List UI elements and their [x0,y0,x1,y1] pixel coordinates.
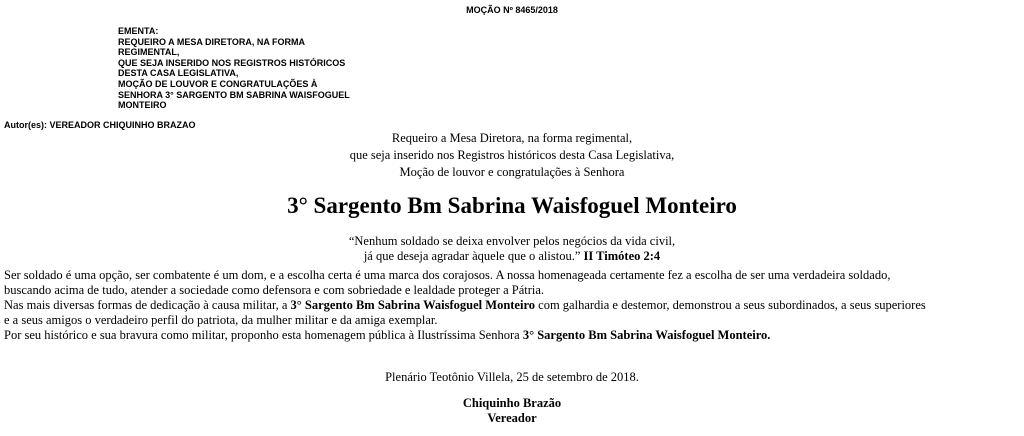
intro-line: Moção de louvor e congratulações à Senhora [399,165,625,179]
body-text-span: Nas mais diversas formas de dedicação à causa militar, a [4,298,288,313]
intro-line: que seja inserido nos Registros históricos desta Casa Legislativa, [349,148,675,162]
quote-text: já que deseja agradar àquele que o alistou.” [363,249,581,263]
honoree-mention: 3° Sargento Bm Sabrina Waisfoguel Monteiro [290,298,536,313]
body-text [4,268,1022,343]
intro-line: Requeiro a Mesa Diretora, na forma regimental, [391,131,633,145]
signer-name: Chiquinho Brazão [462,396,562,410]
intro-block [0,130,1024,181]
document-title: MOÇÃO Nº 8465/2018 [466,5,558,15]
ementa-line: MOÇÃO DE LOUVOR E CONGRATULAÇÕES À [118,78,318,89]
ementa-line: DESTA CASA LEGISLATIVA, [118,68,239,79]
body-line: Ser soldado é uma opção, ser combatente é um dom, e a escolha certa é uma marca dos corajosos. A nossa homenageada certamente fez a escolha de ser uma verdadeira soldado, [4,268,891,282]
body-text-span: com galhardia e destemor, demonstrou a seus subordinados, a seus superiores [538,298,926,313]
honoree-mention: 3° Sargento Bm Sabrina Waisfoguel Monteiro. [522,328,771,343]
signer-title: Vereador [487,411,537,425]
body-line [4,328,1022,343]
author-line: Autor(es): VEREADOR CHIQUINHO BRAZAO [4,120,196,130]
body-line: buscando acima de tudo, atender a sociedade como defensora e com sobriedade e lealdade proteger a Pátria. [4,283,545,298]
ementa-label: EMENTA: [118,26,159,36]
ementa-line: SENHORA 3° SARGENTO BM SABRINA WAISFOGUEL [118,89,350,100]
quote-block [0,234,1024,264]
ementa-line: MONTEIRO [118,100,167,111]
honoree-name: 3° Sargento Bm Sabrina Waisfoguel Monteiro [287,193,737,218]
quote-line [0,249,1024,264]
ementa-line: REGIMENTAL, [118,47,180,58]
signature-block [0,396,1024,426]
body-text-span: Por seu histórico e sua bravura como militar, proponho esta homenagem pública à Ilustríssima Senhora [4,328,520,343]
ementa-block [118,26,358,111]
body-line: e a seus amigos o verdadeiro perfil do patriota, da mulher militar e da amiga exemplar. [4,313,438,328]
quote-line: “Nenhum soldado se deixa envolver pelos negócios da vida civil, [348,234,676,248]
ementa-line: QUE SEJA INSERIDO NOS REGISTROS HISTÓRICOS [118,57,346,68]
quote-reference: II Timóteo 2:4 [583,249,661,263]
body-line [4,298,1022,313]
ementa-line: REQUEIRO A MESA DIRETORA, NA FORMA [118,36,306,47]
place-date: Plenário Teotônio Villela, 25 de setembro de 2018. [385,370,639,384]
